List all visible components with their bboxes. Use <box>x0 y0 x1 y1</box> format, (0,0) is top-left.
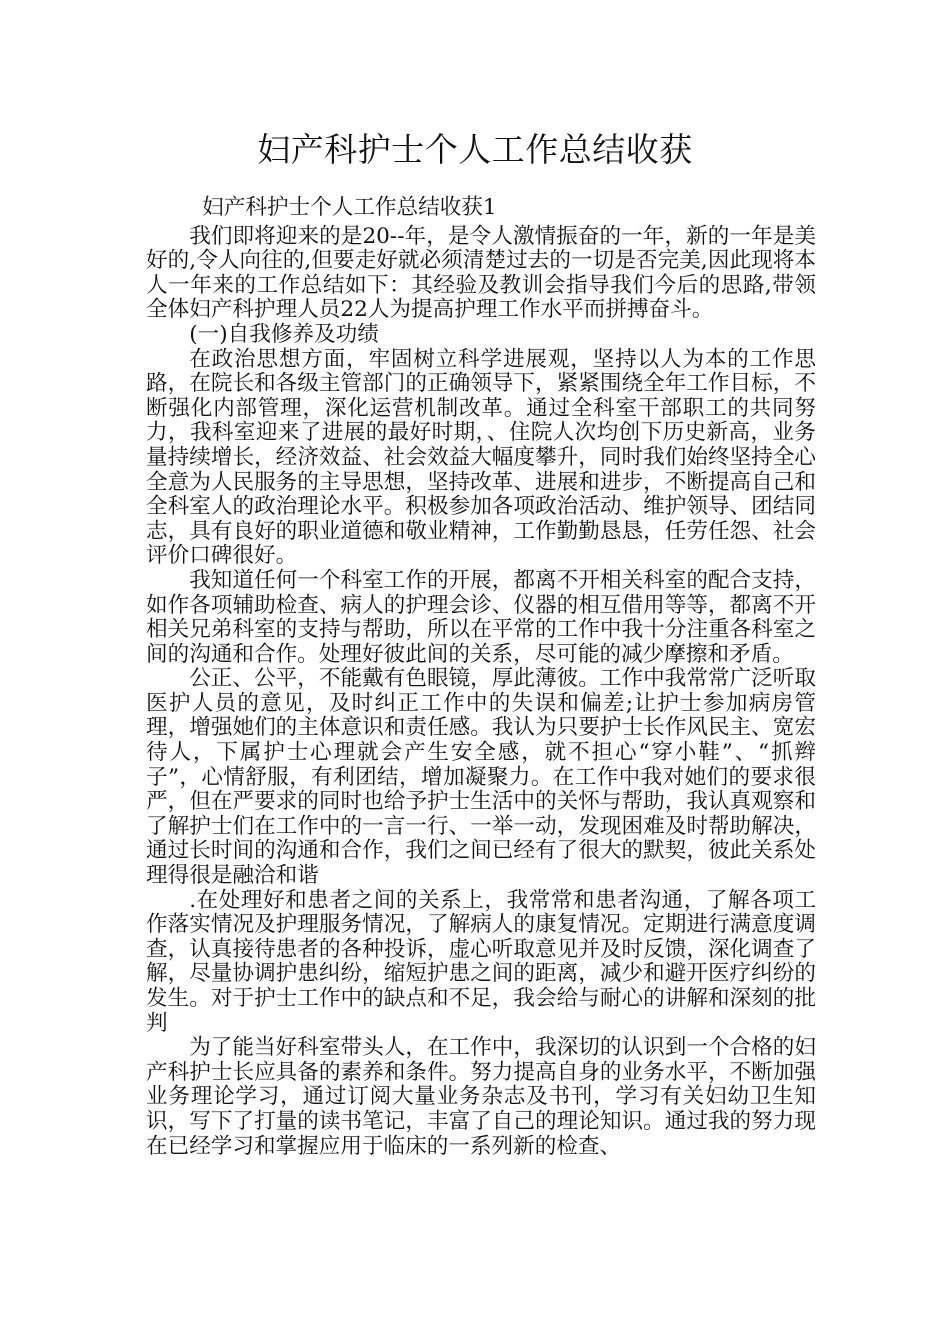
section-heading: (一)自我修养及功绩 <box>189 321 379 347</box>
paragraph-fairness: 公正、公平，不能戴有色眼镜，厚此薄彼。工作中我常常广泛听取医护人员的意见，及时纠正工作中的失误和偏差;让护士参加病房管理，增强她们的主体意识和责任感。我认为只要护士长作风民主、宽宏待人，下属护士心理就会产生安全感，就不担心“穿小鞋”、“抓辫子”，心情舒服，有利团结，增加凝聚力。在工作中我对她们的要求很严，但在严要求的同时也给予护士生活中的关怀与帮助，我认真观察和了解护士们在工作中的一言一行、一举一动，发现困难及时帮助解决，通过长时间的沟通和合作，我们之间已经有了很大的默契，彼此关系处理得很是融洽和谐 <box>146 666 816 889</box>
document-body <box>146 196 816 1159</box>
paragraph-intro: 我们即将迎来的是20--年，是令人激情振奋的一年，新的一年是美好的,令人向往的,但要走好就必须清楚过去的一切是否完美,因此现将本人一年来的工作总结如下：其经验及教训会指导我们今后的思路,带领全体妇产科护理人员22人为提高护理工作水平而拼搏奋斗。 <box>146 223 816 323</box>
paragraph-politics: 在政治思想方面，牢固树立科学进展观，坚持以人为本的工作思路，在院长和各级主管部门的正确领导下，紧紧围绕全年工作目标，不断强化内部管理，深化运营机制改革。通过全科室干部职工的共同努力，我科室迎来了进展的最好时期，、住院人次均创下历史新高，业务量持续增长，经济效益、社会效益大幅度攀升，同时我们始终坚持全心全意为人民服务的主导思想，坚持改革、进展和进步，不断提高自己和全科室人的政治理论水平。积极参加各项政治活动、维护领导、团结同志，具有良好的职业道德和敬业精神，工作勤勤恳恳，任劳任怨、社会评价口碑很好。 <box>146 346 816 569</box>
paragraph-patients: .在处理好和患者之间的关系上，我常常和患者沟通，了解各项工作落实情况及护理服务情况，了解病人的康复情况。定期进行满意度调查，认真接待患者的各种投诉，虚心听取意见并及时反馈，深化调查了解，尽量协调护患纠纷，缩短护患之间的距离，减少和避开医疗纠纷的发生。对于护士工作中的缺点和不足，我会给与耐心的讲解和深刻的批判 <box>146 887 816 1036</box>
section-subtitle: 妇产科护士个人工作总结收获1 <box>202 195 497 220</box>
document-title: 妇产科护士个人工作总结收获 <box>257 130 693 169</box>
paragraph-cooperation: 我知道任何一个科室工作的开展，都离不开相关科室的配合支持，如作各项辅助检查、病人的护理会诊、仪器的相互借用等等，都离不开相关兄弟科室的支持与帮助，所以在平常的工作中我十分注重各科室之间的沟通和合作。处理好彼此间的关系，尽可能的减少摩擦和矛盾。 <box>146 567 816 667</box>
paragraph-learning: 为了能当好科室带头人，在工作中，我深切的认识到一个合格的妇产科护士长应具备的素养和条件。努力提高自身的业务水平，不断加强业务理论学习，通过订阅大量业务杂志及书刊，学习有关妇幼卫生知识，写下了打量的读书笔记，丰富了自己的理论知识。通过我的努力现在已经学习和掌握应用于临床的一系列新的检查、 <box>146 1035 816 1159</box>
